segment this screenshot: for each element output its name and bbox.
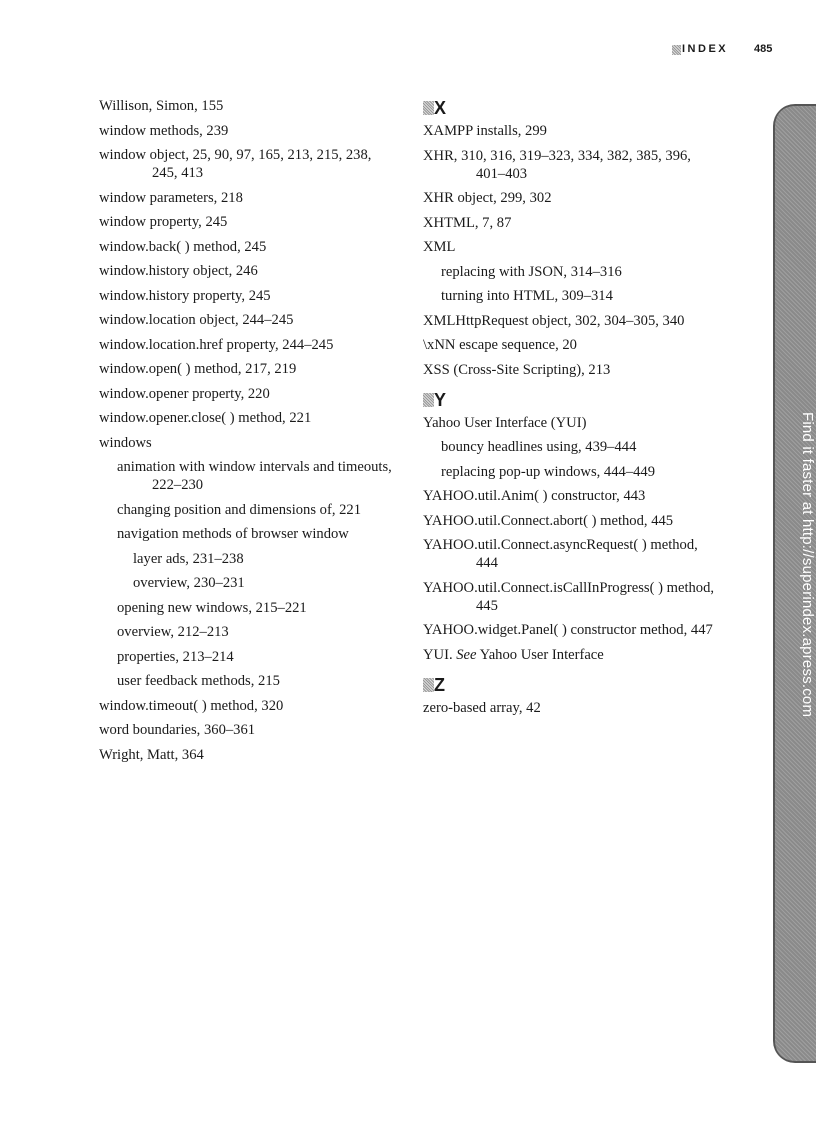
index-entry: window methods, 239 — [99, 122, 229, 139]
index-subentry: overview, 212–213 — [117, 624, 229, 640]
index-entry: window.opener.close( ) method, 221 — [99, 410, 312, 426]
page-number: 485 — [754, 43, 773, 55]
letter-marker — [423, 101, 434, 115]
index-entry: YAHOO.util.Anim( ) constructor, 443 — [423, 488, 646, 504]
index-subentry: overview, 230–231 — [133, 575, 245, 591]
index-entry: XHR, 310, 316, 319–323, 334, 382, 385, 396, 401–403 — [423, 147, 691, 182]
see-target: Yahoo User Interface — [476, 646, 604, 663]
letter-label: X — [434, 98, 447, 118]
index-subentry: opening new windows, 215–221 — [117, 599, 307, 616]
letter-heading — [423, 389, 723, 411]
index-subentry: properties, 213–214 — [117, 648, 234, 665]
running-header — [672, 42, 782, 58]
index-entry: XHR object, 299, 302 — [423, 190, 552, 206]
index-subentry: replacing with JSON, 314–316 — [441, 263, 622, 280]
index-subentry: user feedback methods, 215 — [117, 673, 280, 689]
letter-heading — [423, 674, 723, 696]
letter-label: Z — [434, 674, 445, 695]
index-entry: YAHOO.util.Connect.abort( ) method, 445 — [423, 512, 674, 529]
index-entry: Willison, Simon, 155 — [99, 98, 224, 114]
index-entry: XAMPP installs, 299 — [423, 123, 547, 139]
index-entry: YAHOO.widget.Panel( ) constructor method, 447 — [423, 622, 713, 638]
letter-heading — [423, 97, 723, 119]
index-entry: \xNN escape sequence, 20 — [423, 337, 577, 353]
index-subentry: animation with window intervals and timeouts, 222–230 — [117, 459, 392, 493]
see-reference: See — [456, 646, 477, 663]
section-label: INDEX — [682, 43, 729, 55]
index-subentry: layer ads, 231–238 — [133, 550, 244, 567]
entry-term: YUI. — [423, 646, 457, 663]
index-entry: XSS (Cross-Site Scripting), 213 — [423, 361, 611, 378]
letter-marker — [423, 393, 434, 407]
index-entry: window.location.href property, 244–245 — [99, 336, 334, 353]
index-entry — [423, 646, 723, 664]
letter-label: Y — [434, 389, 447, 410]
index-entry: window object, 25, 90, 97, 165, 213, 215, 238, 245, 413 — [99, 147, 372, 181]
index-entry: Yahoo User Interface (YUI) — [423, 414, 587, 431]
index-entry: window.back( ) method, 245 — [99, 238, 267, 255]
index-entry: word boundaries, 360–361 — [99, 722, 256, 738]
index-entry: window.open( ) method, 217, 219 — [99, 361, 297, 377]
index-entry: XML — [423, 239, 456, 255]
index-entry: XMLHttpRequest object, 302, 304–305, 340 — [423, 312, 685, 329]
index-entry: YAHOO.util.Connect.isCallInProgress( ) method, 445 — [423, 579, 715, 614]
index-entry: window property, 245 — [99, 214, 228, 230]
header-marker — [672, 45, 681, 55]
side-tab-text: Find it faster at http://superindex.apress.com — [799, 412, 816, 718]
index-entry: window.history property, 245 — [99, 287, 271, 304]
index-subentry: changing position and dimensions of, 221 — [117, 501, 362, 518]
index-entry: XHTML, 7, 87 — [423, 214, 512, 231]
index-subentry: turning into HTML, 309–314 — [441, 288, 613, 304]
index-entry: window.history object, 246 — [99, 263, 258, 279]
index-column-left — [99, 97, 399, 770]
index-subentry: bouncy headlines using, 439–444 — [441, 439, 637, 455]
index-entry: window.timeout( ) method, 320 — [99, 697, 284, 714]
index-entry: windows — [99, 434, 152, 451]
index-entry: window parameters, 218 — [99, 189, 243, 206]
index-entry: YAHOO.util.Connect.asyncRequest( ) method, 444 — [423, 537, 698, 571]
letter-marker — [423, 678, 434, 692]
index-entry: Wright, Matt, 364 — [99, 746, 204, 763]
index-entry: zero-based array, 42 — [423, 699, 541, 716]
index-subentry: navigation methods of browser window — [117, 526, 349, 542]
index-entry: window.opener property, 220 — [99, 385, 270, 402]
index-column-right — [423, 97, 723, 723]
index-subentry: replacing pop-up windows, 444–449 — [441, 463, 656, 480]
index-entry: window.location object, 244–245 — [99, 312, 294, 328]
